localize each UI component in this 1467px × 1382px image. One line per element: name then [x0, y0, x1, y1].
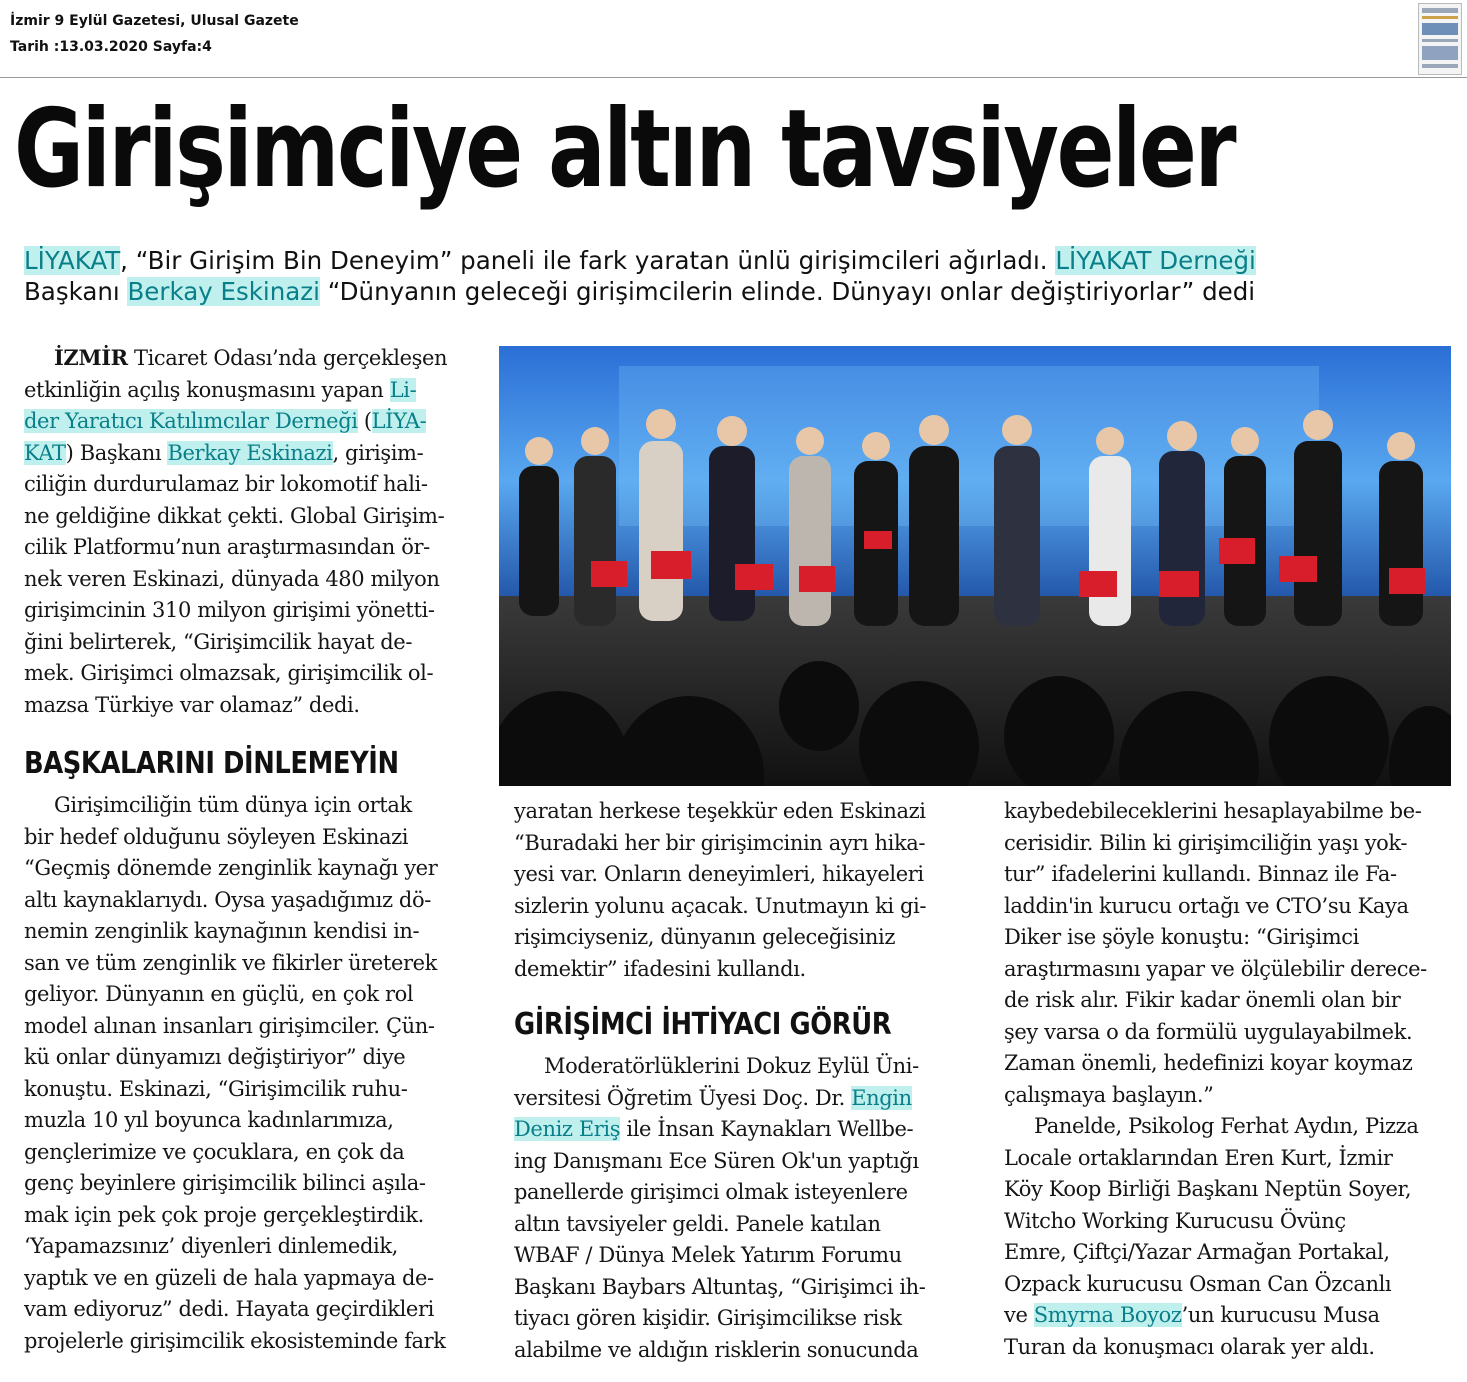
text-line: Witcho Working Kurucusu Övünç	[1004, 1208, 1346, 1233]
text-line: Ozpack kurucusu Osman Can Özcanlı	[1004, 1271, 1392, 1296]
text-line: cilik Platformu’nun araştırmasından ör-	[24, 535, 430, 559]
lead-paragraph: LİYAKAT, “Bir Girişim Bin Deneyim” paneli ile fark yaratan ünlü girişimcileri ağırladı. LİYAKAT Derneği Başkanı Berkay Eskinazi “Dünyanın geleceği girişimcilerin elinde. Dünyayı onlar değiştiriyorlar” dedi	[24, 246, 1256, 306]
text-line: mazsa Türkiye var olamaz” dedi.	[24, 692, 360, 717]
text-line: kaybedebileceklerini hesaplayabilme be-	[1004, 799, 1422, 823]
text-line: alabilme ve aldığın risklerin sonucunda	[514, 1337, 919, 1362]
text-line: Köy Koop Birliği Başkanı Neptün Soyer,	[1004, 1177, 1412, 1201]
text-line: sizlerin yolunu açacak. Unutmayın ki gi-	[514, 893, 927, 918]
column-3: kaybedebileceklerini hesaplayabilme be- cerisidir. Bilin ki girişimciliğin yaşı yok- tur” ifadelerini kullandı. Binnaz ile Fa- laddin'in kurucu ortağı ve CTO’su Kaya Diker ise şöyle konuştu: “Girişimci araştırmasını yapar ve ölçülebilir derece- de risk alır. Fikir kadar önemli olan bir şey varsa o da formülü uygulayabilmek. Zaman önemli, hedefinizi koyar koymaz çalışmaya başlayın.” Panelde, Psikolog Ferhat Aydın, Pizza Locale ortaklarından Eren Kurt, İzmir Köy Koop Birliği Başkanı Neptün Soyer, Witcho Working Kurucusu Övünç Emre, Çiftçi/Yazar Armağan Portakal, Ozpack kurucusu Osman Can Özcanlı ve Smyrna Boyoz’un kurucusu Musa Turan da konuşmacı olarak yer aldı.	[1004, 796, 1464, 1363]
text-line: mak için pek çok proje gerçekleştirdik.	[24, 1202, 424, 1227]
text-line: panellerde girişimci olmak isteyenlere	[514, 1180, 908, 1204]
column-2-body: Moderatörlüklerini Dokuz Eylül Üni- versitesi Öğretim Üyesi Doç. Dr. Engin Deniz Eriş ile İnsan Kaynakları Wellbe- ing Danışmanı Ece Süren Ok'un yaptığı panellerde girişimci olmak isteyenlere altın tavsiyeler geldi. Panele katılan WBAF / Dünya Melek Yatırım Forumu Başkanı Baybars Altuntaş, “Girişimci ih- tiyacı gören kişidir. Girişimcilikse risk alabilme ve aldığın risklerin sonucunda	[514, 1051, 974, 1366]
text-line: “Buradaki her bir girişimcinin ayrı hika-	[514, 830, 926, 855]
highlight: Deniz Eriş	[514, 1117, 621, 1141]
text-line: tiyacı gören kişidir. Girişimcilikse risk	[514, 1306, 902, 1330]
text-line: cerisidir. Bilin ki girişimciliğin yaşı yok-	[1004, 830, 1408, 855]
text-line: laddin'in kurucu ortağı ve CTO’su Kaya	[1004, 893, 1409, 918]
text-line: Moderatörlüklerini Dokuz Eylül Üni-	[544, 1054, 919, 1078]
text-line: yaratan herkese teşekkür eden Eskinazi	[514, 799, 926, 823]
text-line: model alınan insanları girişimciler. Çün-	[24, 1013, 435, 1038]
header-rule	[0, 77, 1467, 78]
highlight: Smyrna Boyoz	[1033, 1303, 1182, 1327]
text-line: Emre, Çiftçi/Yazar Armağan Portakal,	[1004, 1240, 1390, 1264]
highlight: Berkay Eskinazi	[167, 440, 333, 465]
text-line: demektir” ifadesini kullandı.	[514, 956, 806, 981]
date-line: Tarih :13.03.2020 Sayfa:4	[10, 39, 212, 55]
text-line: Diker ise şöyle konuştu: “Girişimci	[1004, 925, 1359, 949]
text-line: vam ediyoruz” dedi. Hayata geçirdikleri	[24, 1297, 434, 1321]
text-line: şey varsa o da formülü uygulayabilmek.	[1004, 1019, 1413, 1044]
text-line: projelerle girişimcilik ekosisteminde fark	[24, 1328, 446, 1353]
text-line: tur” ifadelerini kullandı. Binnaz ile Fa-	[1004, 862, 1397, 886]
text-line: san ve tüm zenginlik ve fikirler üreterek	[24, 950, 437, 975]
text-line: kü onlar dünyamızı değiştiriyor” diye	[24, 1045, 406, 1069]
event-photo	[499, 346, 1451, 786]
text-line: rişimciyseniz, dünyanın geleceğisiniz	[514, 925, 896, 949]
text-line: genç beyinlere girişimcilik bilinci aşıla-	[24, 1171, 426, 1195]
text-line: muzla 10 yıl boyunca kadınlarımıza,	[24, 1108, 394, 1132]
highlight: der Yaratıcı Katılımcılar Derneği	[24, 409, 358, 433]
source-line: İzmir 9 Eylül Gazetesi, Ulusal Gazete	[10, 13, 299, 29]
text-line: nemin zenginlik kaynağının kendisi in-	[24, 919, 420, 943]
text-line: altı kaynaklarıydı. Oysa yaşadığımız dö-	[24, 887, 431, 912]
highlight: LİYAKAT	[24, 246, 121, 275]
page-thumbnail	[1418, 3, 1462, 75]
highlight: Engin	[851, 1085, 912, 1110]
text-line: ‘Yapamazsınız’ diyenleri dinlemedik,	[24, 1234, 398, 1258]
highlight: Li-	[389, 377, 417, 402]
text-line: araştırmasını yapar ve ölçülebilir derece-	[1004, 956, 1427, 981]
text-line: geliyor. Dünyanın en güçlü, en çok rol	[24, 982, 414, 1006]
highlight: LİYAKAT Derneği	[1055, 246, 1256, 275]
subheading-2: GİRİŞİMCİ İHTİYACI GÖRÜR	[514, 1007, 892, 1042]
dateline: İZMİR	[54, 345, 128, 370]
text-line: ğini belirterek, “Girişimcilik hayat de-	[24, 629, 413, 654]
text-line: Zaman önemli, hedefinizi koyar koymaz	[1004, 1051, 1413, 1075]
text-line: WBAF / Dünya Melek Yatırım Forumu	[514, 1243, 902, 1267]
headline: Girişimciye altın tavsiyeler	[14, 87, 1235, 212]
header-meta	[10, 8, 299, 60]
text-line: Girişimciliğin tüm dünya için ortak	[54, 793, 412, 817]
event-photo-illustration	[499, 346, 1451, 786]
text-line: Turan da konuşmacı olarak yer aldı.	[1004, 1334, 1375, 1359]
highlight: LİYA-	[371, 409, 427, 433]
text-line: Locale ortaklarından Eren Kurt, İzmir	[1004, 1145, 1393, 1170]
text-line: girişimcinin 310 milyon girişimi yönetti-	[24, 598, 435, 622]
text-line: mek. Girişimci olmazsak, girişimcilik ol-	[24, 661, 434, 685]
text-line: gençlerimize ve çocuklara, en çok da	[24, 1139, 405, 1164]
text-line: “Geçmiş dönemde zenginlik kaynağı yer	[24, 856, 438, 880]
text-line: çalışmaya başlayın.”	[1004, 1082, 1214, 1107]
text-line: yaptık ve en güzeli de hala yapmaya de-	[24, 1265, 434, 1290]
highlight: Berkay Eskinazi	[127, 277, 320, 306]
text-line: konuştu. Eskinazi, “Girişimcilik ruhu-	[24, 1076, 408, 1101]
subheading-1: BAŞKALARINI DİNLEMEYİN	[24, 746, 399, 781]
text-line: Başkanı Baybars Altuntaş, “Girişimci ih-	[514, 1274, 926, 1299]
column-1-intro: İZMİR Ticaret Odası’nda gerçekleşen etkinliğin açılış konuşmasını yapan Li- der Yaratıcı Katılımcılar Derneği (LİYA- KAT) Başkanı Berkay Eskinazi, girişim- ciliğin durdurulamaz bir lokomotif hali- ne geldiğine dikkat çekti. Global Girişim- cilik Platformu’nun araştırmasından ör- nek veren Eskinazi, dünyada 480 milyon girişimcinin 310 milyon girişimi yönetti- ğini belirterek, “Girişimcilik hayat de- mek. Girişimci olmazsak, girişimcilik ol- mazsa Türkiye var olamaz” dedi.	[24, 342, 484, 721]
text-line: ing Danışmanı Ece Süren Ok'un yaptığı	[514, 1148, 919, 1173]
text-line: bir hedef olduğunu söyleyen Eskinazi	[24, 824, 409, 849]
text-line: ne geldiğine dikkat çekti. Global Girişim-	[24, 503, 445, 528]
column-1-body	[24, 790, 484, 1357]
column-2-top	[514, 796, 974, 985]
text-line: Panelde, Psikolog Ferhat Aydın, Pizza	[1034, 1114, 1419, 1138]
text-line: nek veren Eskinazi, dünyada 480 milyon	[24, 566, 440, 591]
highlight: KAT	[24, 440, 66, 465]
text-line: de risk alır. Fikir kadar önemli olan bir	[1004, 988, 1401, 1012]
text-line: yesi var. Onların deneyimleri, hikayeleri	[514, 862, 924, 886]
text-line: altın tavsiyeler geldi. Panele katılan	[514, 1211, 881, 1236]
text-line: ciliğin durdurulamaz bir lokomotif hali-	[24, 472, 428, 496]
